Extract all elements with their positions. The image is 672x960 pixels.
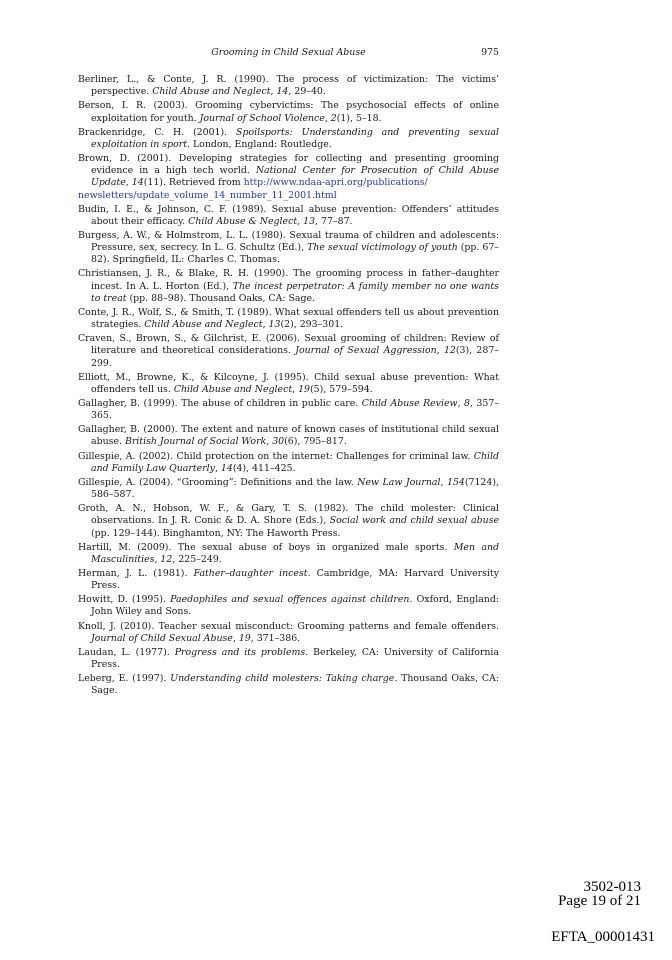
reference-text: Knoll, J. (2010). Teacher sexual misconduct: Grooming patterns and female offenders. [78, 620, 499, 632]
reference-italic-text: Child Abuse & Neglect [188, 215, 298, 227]
page-of-label: Page 19 of 21 [558, 893, 641, 909]
document-id: 3502-013 [583, 879, 641, 895]
reference-knoll-2010 [78, 621, 499, 645]
reference-text: (11). Retrieved from [143, 177, 244, 189]
reference-italic-text: 13 [303, 215, 316, 227]
reference-text: Burgess, A. W., & Holmstrom, L. L. (1980). Sexual trauma of children and adolescents: Pressure, sex, secrecy. In L. G. Schultz (Ed.), [78, 229, 499, 254]
reference-text: , 357–365. [91, 397, 500, 422]
reference-text: . Berkeley, CA: University of California Press. [91, 646, 500, 671]
reference-text: Conte, J. R., Wolf, S., & Smith, T. (1989). What sexual offenders tell us about prevention strategies. [78, 306, 499, 331]
reference-italic-text: British Journal of Social Work [124, 436, 267, 448]
reference-text: Laudan, L. (1977). [78, 646, 175, 658]
reference-text: Budin, I. E., & Johnson, C. F. (1989). Sexual abuse prevention: Offenders’ attitudes about their efficacy. [78, 203, 499, 227]
reference-text: , [457, 397, 465, 409]
reference-text: , [262, 319, 269, 331]
reference-text: , 225–249. [172, 553, 222, 565]
bates-number: EFTA_00001431 [551, 929, 655, 945]
reference-italic-text: Spoilsports: Understanding and preventing sexual exploitation in sport [91, 126, 499, 150]
reference-text: (pp. 88–98). Thousand Oaks, CA: Sage. [126, 292, 316, 304]
reference-text: Berliner, L., & Conte, J. R. (1990). The process of victimization: The victims’ perspective. [78, 74, 499, 98]
reference-text: (7124), 586–587. [91, 476, 499, 501]
reference-text: , [436, 345, 444, 357]
running-head [78, 46, 499, 60]
reference-italic-text: Journal of Child Sexual Abuse [91, 632, 233, 644]
reference-text: (1), 5–18. [336, 112, 382, 124]
reference-text: , [266, 436, 273, 448]
page-number: 975 [481, 47, 499, 58]
reference-gallagher-1999 [78, 398, 499, 422]
reference-text: Christiansen, J. R., & Blake, R. H. (1990). The grooming process in father–daughter incest. In A. L. Horton (Ed.), [78, 268, 499, 292]
reference-text: (5), 579–594. [310, 383, 373, 395]
reference-text: , [297, 215, 304, 227]
reference-text: . Cambridge, MA: Harvard University Press. [91, 567, 499, 592]
reference-laudan-1977 [78, 647, 499, 671]
reference-italic-text: 8 [464, 397, 470, 409]
reference-text: (2), 293–301. [280, 319, 344, 331]
reference-howitt-1995 [78, 594, 499, 618]
reference-italic-text: 14 [220, 462, 233, 474]
reference-text: Gillespie, A. (2004). “Grooming”: Definitions and the law. [78, 476, 358, 488]
reference-italic-text: 14 [276, 86, 289, 98]
reference-text: Groth, A. N., Hobson, W. F., & Gary, T. S. (1982). The child molester: Clinical observations. In J. R. Conic & D. A. Shore (Eds.), [78, 503, 499, 527]
reference-groth-1982 [78, 503, 499, 540]
document-stamp [558, 880, 641, 908]
reference-italic-text: Men and Masculinities [91, 541, 500, 565]
reference-berson-2003 [78, 100, 499, 124]
reference-text: Brackenridge, C. H. (2001). [78, 126, 237, 138]
reference-text: Howitt, D. (1995). [78, 594, 171, 606]
reference-text: , 29–40. [288, 86, 326, 98]
reference-italic-text: Father–daughter incest [193, 567, 308, 579]
reference-italic-text: Child Abuse and Neglect [152, 86, 271, 98]
reference-italic-text: The sexual victimology of youth [307, 242, 458, 254]
reference-text: . London, England: Routledge. [186, 138, 332, 150]
reference-hartill-2009 [78, 542, 499, 566]
reference-herman-1981 [78, 568, 499, 592]
reference-text: , [154, 553, 161, 565]
reference-text: Berson, I. R. (2003). Grooming cybervictims: The psychosocial effects of online exploitation for youth. [78, 100, 499, 124]
reference-text: (pp. 67–82). Springfield, IL: Charles C. Thomas. [91, 242, 499, 266]
reference-italic-text: 19 [238, 632, 251, 644]
reference-link-line: http://www.ndaa-apri.org/publications/ [243, 177, 428, 189]
reference-text: (3), 287–299. [91, 345, 499, 369]
reference-text: , 371–386. [250, 632, 301, 644]
reference-italic-text: Child Abuse and Neglect [144, 319, 263, 331]
reference-italic-text: 19 [298, 383, 310, 395]
reference-text: Craven, S., Brown, S., & Gilchrist, E. (2006). Sexual grooming of children: Review of literature and theoretical considerations. [78, 333, 499, 357]
reference-christiansen-1990 [78, 268, 499, 305]
reference-text: . Thousand Oaks, CA: Sage. [91, 673, 499, 697]
reference-gallagher-2000 [78, 424, 499, 448]
reference-italic-text: Understanding child molesters: Taking charge [170, 673, 395, 685]
reference-italic-text: Child Abuse Review [361, 397, 458, 409]
reference-italic-text: New Law Journal [357, 476, 441, 488]
reference-italic-text: The incest perpetrator: A family member no one wants to treat [91, 280, 499, 304]
reference-italic-text: 12 [443, 345, 456, 357]
reference-text: , [324, 112, 331, 124]
reference-text: Leberg, E. (1997). [78, 673, 171, 685]
reference-text: , [214, 462, 221, 474]
reference-burgess-1980 [78, 230, 499, 267]
reference-italic-text: Progress and its problems [174, 646, 306, 658]
reference-italic-text: Journal of Sexual Aggression [295, 345, 437, 357]
reference-italic-text: Child and Family Law Quarterly [91, 450, 499, 474]
reference-list [78, 74, 499, 699]
reference-text: . Oxford, England: John Wiley and Sons. [91, 594, 499, 618]
reference-conte-1989 [78, 307, 499, 331]
reference-elliott-1995 [78, 372, 499, 396]
reference-leberg-1997 [78, 673, 499, 697]
reference-italic-text: 12 [160, 553, 173, 565]
reference-text: , 77–87. [315, 215, 353, 227]
reference-italic-text: 30 [272, 436, 285, 448]
reference-gillespie-2002 [78, 451, 499, 475]
reference-brown-2001 [78, 153, 499, 202]
reference-text: , [292, 383, 299, 395]
reference-italic-text: 154 [446, 476, 465, 488]
reference-italic-text: 13 [268, 319, 281, 331]
reference-text: Gillespie, A. (2002). Child protection on the internet: Challenges for criminal law. [78, 450, 474, 462]
reference-text: Gallagher, B. (1999). The abuse of children in public care. [78, 397, 362, 409]
reference-link-line: newsletters/update_volume_14_number_11_2001.html [78, 189, 337, 201]
reference-text: (6), 795–817. [284, 436, 347, 448]
reference-gillespie-2004 [78, 477, 499, 501]
reference-text: Elliott, M., Browne, K., & Kilcoyne, J. (1995). Child sexual abuse prevention: What offenders tell us. [78, 371, 499, 395]
reference-italic-text: 2 [330, 112, 337, 124]
reference-text: , [270, 86, 277, 98]
reference-text: Gallagher, B. (2000). The extent and nature of known cases of institutional child sexual abuse. [78, 424, 499, 448]
reference-text: , [232, 632, 239, 644]
reference-italic-text: Paedophiles and sexual offences against children [170, 594, 410, 606]
reference-text: Herman, J. L. (1981). [78, 567, 194, 579]
reference-craven-2006 [78, 333, 499, 370]
reference-italic-text: Child Abuse and Neglect [173, 383, 293, 395]
reference-brackenridge-2001 [78, 127, 499, 151]
running-title: Grooming in Child Sexual Abuse [211, 47, 366, 58]
reference-berliner-1990 [78, 74, 499, 98]
reference-italic-text: National Center for Prosecution of Child Abuse Update, 14 [91, 165, 499, 189]
reference-text: (4), 411–425. [232, 462, 296, 474]
reference-italic-text: Journal of School Violence [199, 112, 325, 124]
reference-text: , [440, 476, 447, 488]
reference-budin-1989 [78, 204, 499, 228]
reference-text: Hartill, M. (2009). The sexual abuse of boys in organized male sports. [78, 541, 454, 553]
reference-text: Brown, D. (2001). Developing strategies for collecting and presenting grooming evidence in a high tech world. [78, 152, 499, 177]
reference-text: (pp. 129–144). Binghamton, NY: The Haworth Press. [91, 527, 341, 539]
reference-italic-text: Social work and child sexual abuse [329, 515, 499, 527]
